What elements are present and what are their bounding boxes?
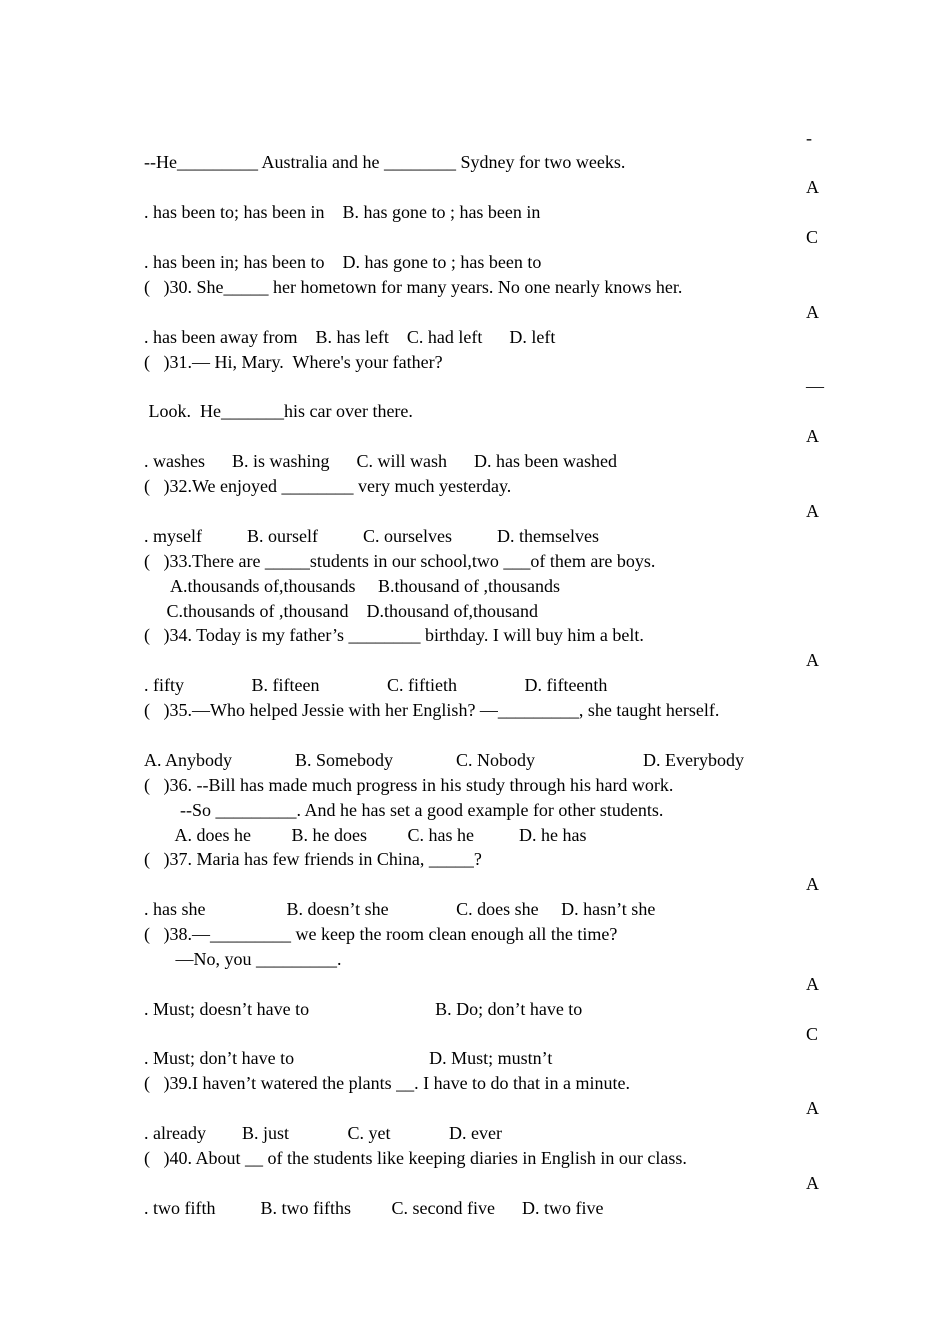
option-line: A. Anybody B. Somebody C. Nobody D. Everybody	[144, 750, 744, 770]
option-line: . has been to; has been in B. has gone to ; has been in	[144, 202, 541, 222]
margin-mark: A	[806, 1173, 819, 1193]
margin-mark: A	[806, 426, 819, 446]
margin-mark: A	[806, 974, 819, 994]
option-line: . already B. just C. yet D. ever	[144, 1123, 502, 1143]
margin-mark: A	[806, 302, 819, 322]
question-line: Look. He_______his car over there.	[144, 401, 413, 421]
question-line: ( )32.We enjoyed ________ very much yesterday.	[144, 476, 512, 496]
margin-mark: A	[806, 874, 819, 894]
option-line: . has been away from B. has left C. had left D. left	[144, 327, 556, 347]
option-line: . myself B. ourself C. ourselves D. themselves	[144, 526, 599, 546]
question-line: ( )37. Maria has few friends in China, _____?	[144, 849, 482, 869]
question-line: --He_________ Australia and he ________ Sydney for two weeks.	[144, 152, 626, 172]
option-line: . has she B. doesn’t she C. does she D. hasn’t she	[144, 899, 656, 919]
margin-mark: A	[806, 177, 819, 197]
question-line: ( )38.—_________ we keep the room clean enough all the time?	[144, 924, 618, 944]
margin-mark: -	[806, 128, 812, 148]
option-line: A.thousands of,thousands B.thousand of ,thousands	[144, 576, 560, 596]
question-line: ( )35.—Who helped Jessie with her English? —_________, she taught herself.	[144, 700, 720, 720]
question-line: ( )31.— Hi, Mary. Where's your father?	[144, 352, 443, 372]
option-line: . washes B. is washing C. will wash D. has been washed	[144, 451, 617, 471]
question-line: --So _________. And he has set a good example for other students.	[144, 800, 664, 820]
question-line: ( )36. --Bill has made much progress in his study through his hard work.	[144, 775, 674, 795]
option-line: . has been in; has been to D. has gone to ; has been to	[144, 252, 542, 272]
option-line: . fifty B. fifteen C. fiftieth D. fifteenth	[144, 675, 608, 695]
margin-mark: A	[806, 501, 819, 521]
option-line: . two fifth B. two fifths C. second five D. two five	[144, 1198, 604, 1218]
margin-mark: —	[806, 376, 824, 396]
option-line: A. does he B. he does C. has he D. he has	[144, 825, 587, 845]
margin-mark: C	[806, 227, 819, 247]
question-line: ( )39.I haven’t watered the plants __. I have to do that in a minute.	[144, 1073, 631, 1093]
question-line: ( )33.There are _____students in our school,two ___of them are boys.	[144, 551, 656, 571]
question-line: ( )40. About __ of the students like keeping diaries in English in our class.	[144, 1148, 687, 1168]
option-line: . Must; doesn’t have to B. Do; don’t have to	[144, 999, 583, 1019]
question-line: ( )34. Today is my father’s ________ birthday. I will buy him a belt.	[144, 625, 644, 645]
margin-mark: A	[806, 650, 819, 670]
question-line: —No, you _________.	[144, 949, 342, 969]
question-line: ( )30. She_____ her hometown for many years. No one nearly knows her.	[144, 277, 683, 297]
margin-mark: A	[806, 1098, 819, 1118]
option-line: . Must; don’t have to D. Must; mustn’t	[144, 1048, 553, 1068]
option-line: C.thousands of ,thousand D.thousand of,thousand	[144, 601, 538, 621]
margin-mark: C	[806, 1024, 819, 1044]
